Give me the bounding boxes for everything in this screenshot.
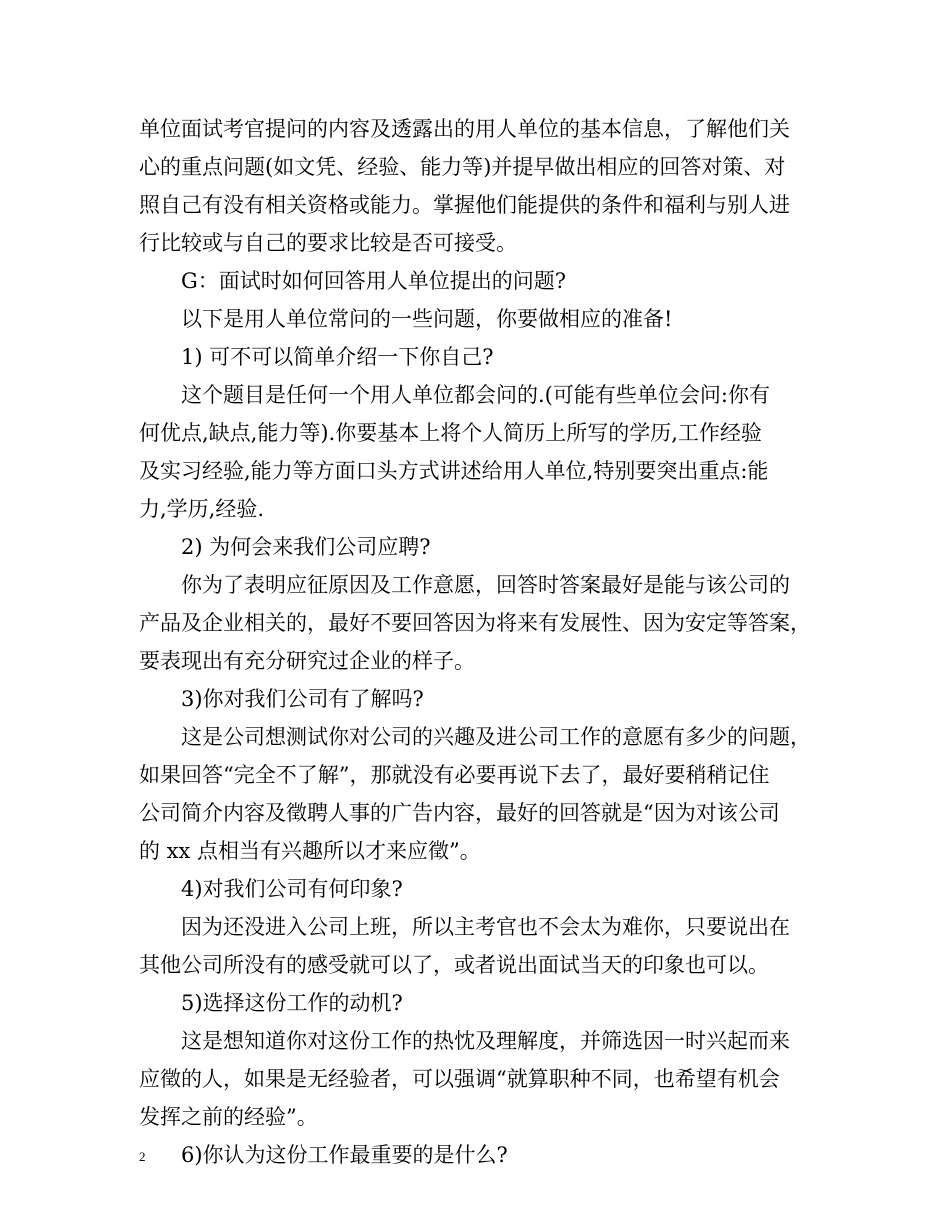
text-line: 6)你认为这份工作最重要的是什么? — [181, 1143, 508, 1167]
text-line: 照自己有没有相关资格或能力。掌握他们能提供的条件和福利与别人进 — [139, 193, 790, 217]
text-line: 发挥之前的经验”。 — [139, 1105, 318, 1129]
paragraph — [139, 262, 819, 300]
text-line: 产品及企业相关的，最好不要回答因为将来有发展性、因为安定等答案， — [139, 611, 811, 635]
text-line: G：面试时如何回答用人单位提出的问题? — [181, 269, 567, 293]
text-line: 2) 为何会来我们公司应聘? — [181, 535, 431, 559]
text-line: 这是公司想测试你对公司的兴趣及进公司工作的意愿有多少的问题， — [181, 725, 811, 749]
text-line: 1) 可不可以简单介绍一下你自己? — [181, 345, 494, 369]
text-line: 要表现出有充分研究过企业的样子。 — [139, 649, 475, 673]
paragraph — [139, 680, 819, 718]
text-line: 其他公司所没有的感受就可以了，或者说出面试当天的印象也可以。 — [139, 953, 769, 977]
paragraph — [139, 718, 819, 870]
paragraph — [139, 1022, 819, 1136]
text-line: 行比较或与自己的要求比较是否可接受。 — [139, 231, 517, 255]
paragraph — [139, 376, 819, 528]
text-line: 及实习经验,能力等方面口头方式讲述给用人单位,特别要突出重点:能 — [139, 459, 769, 483]
text-line: 如果回答“完全不了解”，那就没有必要再说下去了，最好要稍稍记住 — [139, 763, 770, 787]
text-line: 这个题目是任何一个用人单位都会问的.(可能有些单位会问:你有 — [181, 383, 770, 407]
paragraph — [139, 566, 819, 680]
text-line: 4)对我们公司有何印象? — [181, 877, 403, 901]
paragraph — [139, 528, 819, 566]
text-line: 力,学历,经验. — [139, 497, 265, 521]
text-line: 公司简介内容及徵聘人事的广告内容，最好的回答就是“因为对该公司 — [139, 801, 780, 825]
text-line: 心的重点问题(如文凭、经验、能力等)并提早做出相应的回答对策、对 — [139, 155, 786, 179]
paragraph — [139, 1136, 819, 1174]
paragraph — [139, 110, 819, 262]
text-line: 3)你对我们公司有了解吗? — [181, 687, 424, 711]
text-line: 何优点,缺点,能力等).你要基本上将个人简历上所写的学历,工作经验 — [139, 421, 762, 445]
page-number: 2 — [139, 1149, 146, 1164]
document-body — [139, 110, 819, 1174]
text-line: 以下是用人单位常问的一些问题，你要做相应的准备! — [181, 307, 673, 331]
text-line: 你为了表明应征原因及工作意愿，回答时答案最好是能与该公司的 — [181, 573, 790, 597]
paragraph — [139, 908, 819, 984]
text-line: 应徵的人，如果是无经验者，可以强调“就算职种不同，也希望有机会 — [139, 1067, 780, 1091]
text-line: 因为还没进入公司上班，所以主考官也不会太为难你，只要说出在 — [181, 915, 790, 939]
paragraph — [139, 870, 819, 908]
text-line: 单位面试考官提问的内容及透露出的用人单位的基本信息，了解他们关 — [139, 117, 790, 141]
paragraph — [139, 300, 819, 338]
paragraph — [139, 338, 819, 376]
text-line: 这是想知道你对这份工作的热忱及理解度，并筛选因一时兴起而来 — [181, 1029, 790, 1053]
text-line: 5)选择这份工作的动机? — [181, 991, 403, 1015]
paragraph — [139, 984, 819, 1022]
text-line: 的 xx 点相当有兴趣所以才来应徵”。 — [139, 839, 481, 863]
